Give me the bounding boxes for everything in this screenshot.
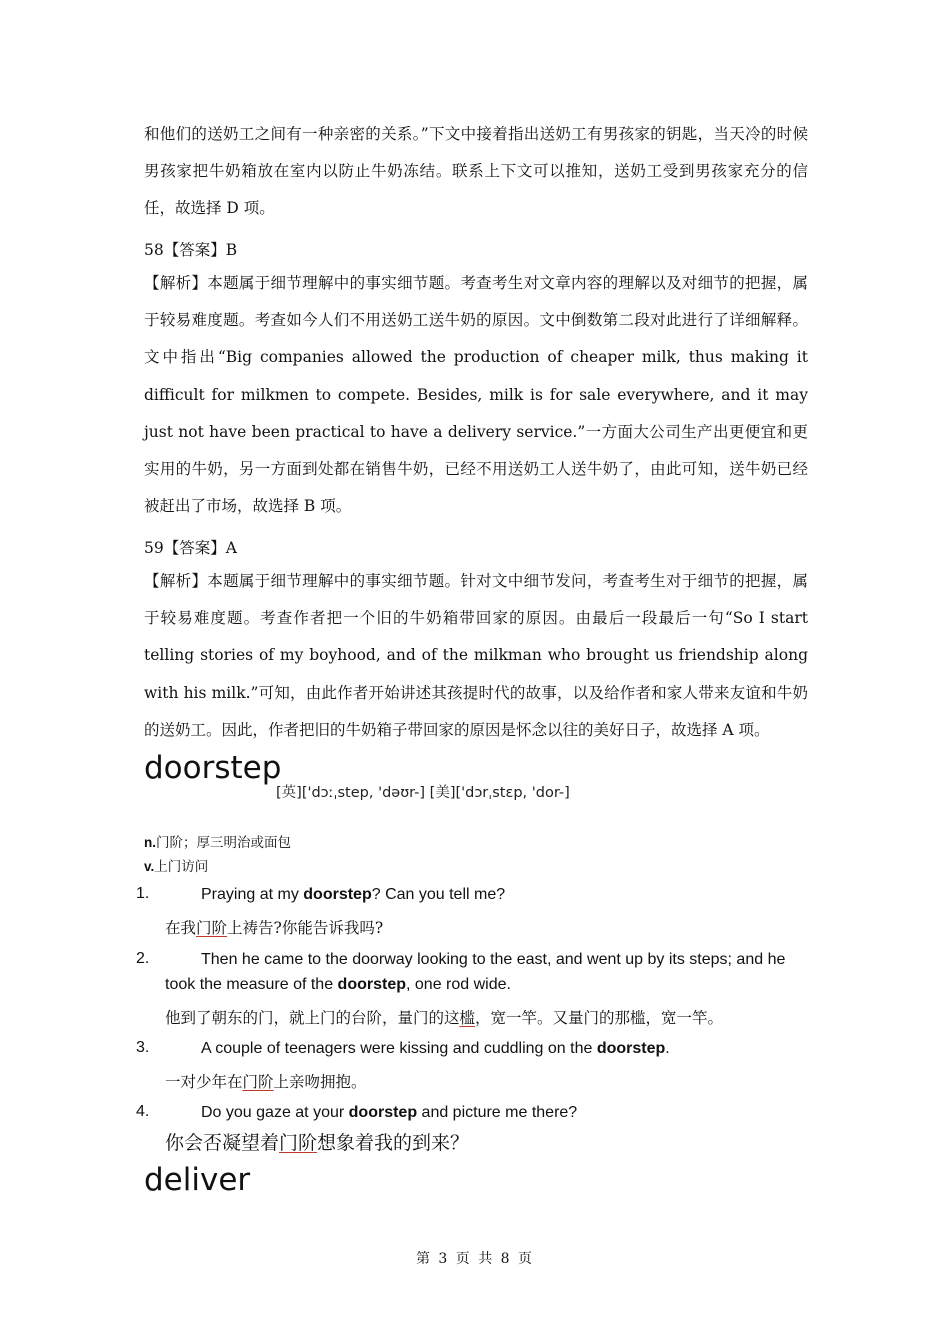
pos-noun — [144, 831, 291, 851]
underlined-term: 门阶 — [279, 1132, 318, 1154]
example-chinese: 你会否凝望着门阶想象着我的到来？ — [165, 1132, 470, 1154]
q58-answer: 58【答案】B — [144, 241, 238, 259]
example-english: Praying at my doorstep? Can you tell me? — [201, 886, 506, 903]
pos-noun-label: n. — [144, 835, 156, 850]
example-number: 3. — [136, 1039, 150, 1056]
example-chinese: 一对少年在门阶上亲吻拥抱。 — [165, 1073, 367, 1091]
example-number: 1. — [136, 885, 150, 902]
example-english: Do you gaze at your doorstep and picture me there? — [201, 1104, 578, 1121]
pos-noun-text: 门阶；厚三明治或面包 — [156, 835, 291, 851]
example-chinese: 他到了朝东的门，就上门的台阶，量门的这槛，宽一竿。又量门的那槛，宽一竿。 — [165, 1009, 724, 1027]
phonetic: [英]['dɔːˌstep, 'dəʊr-] [美]['dɔrˌstɛp, 'dor-] — [276, 785, 570, 801]
example-chinese: 在我门阶上祷告?你能告诉我吗? — [165, 919, 384, 937]
q58-analysis: 【解析】本题属于细节理解中的事实细节题。考查考生对文章内容的理解以及对细节的把握，属于较易难度题。考查如今人们不用送奶工送牛奶的原因。文中倒数第二段对此进行了详细解释。文中指出“Big companies allowed the production of cheaper milk, thus making it difficult for milkmen to compete. Besides, milk is for sale everywhere, and it may just not have been practical to have a delivery service.”一方面大公司生产出更便宜和更实用的牛奶，另一方面到处都在销售牛奶，已经不用送奶工人送牛奶了，由此可知，送牛奶已经被赶出了市场，故选择 B 项。 — [144, 274, 808, 516]
headword-doorstep: doorstep — [144, 750, 282, 786]
keyword: doorstep — [303, 886, 372, 903]
headword-deliver: deliver — [144, 1162, 251, 1198]
example-number: 2. — [136, 950, 150, 967]
underlined-term: 门阶 — [242, 1073, 274, 1091]
page-footer: 第 3 页 共 8 页 — [415, 1251, 535, 1267]
example-english: Then he came to the doorway looking to the east, and went up by its steps; and he took the measure of the doorstep, one rod wide. — [165, 951, 786, 993]
q59-answer: 59【答案】A — [144, 539, 237, 557]
underlined-term: 门阶 — [196, 919, 228, 937]
keyword: doorstep — [596, 1040, 666, 1057]
keyword: doorstep — [337, 976, 406, 993]
underlined-term: 槛 — [459, 1009, 476, 1027]
q59-analysis: 【解析】本题属于细节理解中的事实细节题。针对文中细节发问，考查考生对于细节的把握，属于较易难度题。考查作者把一个旧的牛奶箱带回家的原因。由最后一段最后一句“So I start telling stories of my boyhood, and of the milkman who brought us friendship along with his milk.”可知，由此作者开始讲述其孩提时代的故事，以及给作者和家人带来友谊和牛奶的送奶工。因此，作者把旧的牛奶箱子带回家的原因是怀念以往的美好日子，故选择 A 项。 — [144, 572, 808, 739]
example-number: 4. — [136, 1103, 150, 1120]
q57-analysis-tail: 和他们的送奶工之间有一种亲密的关系。”下文中接着指出送奶工有男孩家的钥匙，当天冷的时候男孩家把牛奶箱放在室内以防止牛奶冻结。联系上下文可以推知，送奶工受到男孩家充分的信任，故选择 D 项。 — [144, 125, 808, 218]
example-english: A couple of teenagers were kissing and cuddling on the doorstep. — [201, 1040, 670, 1057]
pos-verb-text: 上门访问 — [154, 859, 209, 875]
keyword: doorstep — [348, 1104, 418, 1121]
pos-verb — [144, 855, 208, 875]
pos-verb-label: v. — [144, 859, 155, 874]
